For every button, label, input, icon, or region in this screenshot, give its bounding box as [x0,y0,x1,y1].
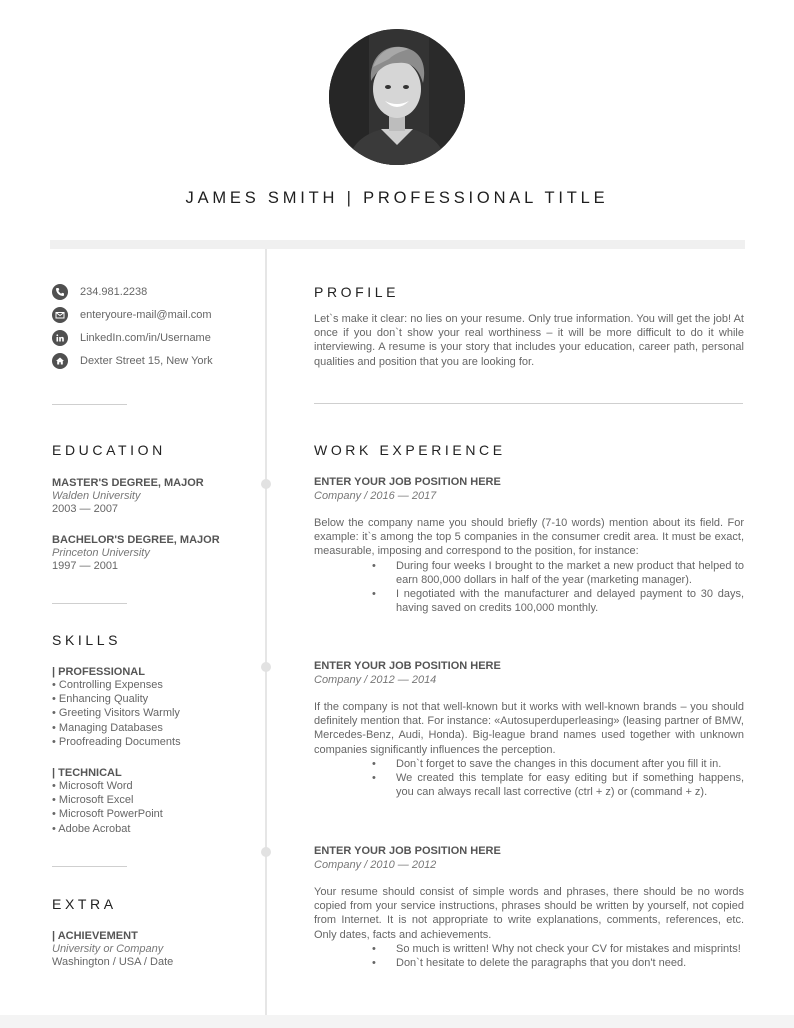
skill-item: • Managing Databases [52,721,163,734]
section-divider [52,603,127,604]
profile-photo [329,29,465,165]
skills-group-heading: | TECHNICAL [52,767,122,779]
profile-text: Let`s make it clear: no lies on your resume. Only true information. You will get the job! At once if you don`t show your real worthiness – it will be more difficult to do it while interviewing. A resume is your story that includes your education, career path, personal qualities and position that you are looking for. [314,313,744,368]
degree: BACHELOR'S DEGREE, MAJOR [52,534,220,546]
job-entry [314,476,744,615]
section-divider [52,866,127,867]
years: 2003 — 2007 [52,503,119,515]
achievement-org: University or Company [52,943,164,955]
timeline-line [265,249,267,1015]
section-divider [52,404,127,405]
skill-item: • Proofreading Documents [52,735,181,748]
bullet-item: • During four weeks I brought to the market a new product that helped to earn 800,000 dollars in half of the year (marketing manager). [372,559,744,586]
skills-group [52,666,257,749]
job-bullets [314,559,744,616]
skills-group [52,767,257,836]
skill-item: • Microsoft PowerPoint [52,808,163,821]
skill-item: • Adobe Acrobat [52,822,131,835]
bullet-item: • Don`t hesitate to delete the paragraphs that you don't need. [372,957,687,970]
job-company: Company / 2016 — 2017 [314,490,437,502]
portrait-image [329,29,465,165]
skill-item: • Greeting Visitors Warmly [52,707,180,720]
profile-heading: PROFILE [314,284,400,300]
skills-group-heading: | PROFESSIONAL [52,666,145,678]
job-entry [314,660,744,799]
linkedin-icon [52,330,68,346]
skills-heading: SKILLS [52,632,122,648]
header-divider [50,240,745,249]
job-description: Your resume should consist of simple words and phrases, there should be no words copied from your service instructions, phrases should be written by yourself, not copied from Internet. It is not appropriate to write explanations, comments, references, etc. Only dates, facts and achievements. [314,886,744,941]
timeline-dot [261,847,271,857]
job-position: ENTER YOUR JOB POSITION HERE [314,476,501,488]
phone-icon [52,284,68,300]
job-position: ENTER YOUR JOB POSITION HERE [314,660,501,672]
skill-item: • Microsoft Excel [52,794,134,807]
timeline-dot [261,479,271,489]
job-bullets [314,942,744,970]
bullet-item: • We created this template for easy editing but if something happens, you can always recall last corrective (ctrl + z) or (command + z). [372,772,744,799]
contact-email [52,306,212,324]
timeline-dot [261,662,271,672]
contact-text: LinkedIn.com/in/Username [80,332,211,344]
job-entry [314,845,744,970]
contact-text: Dexter Street 15, New York [80,355,213,367]
job-position: ENTER YOUR JOB POSITION HERE [314,845,501,857]
extra-entry [52,930,257,968]
education-heading: EDUCATION [52,442,166,458]
job-company: Company / 2010 — 2012 [314,859,437,871]
name-title: JAMES SMITH | PROFESSIONAL TITLE [185,189,609,207]
years: 1997 — 2001 [52,560,119,572]
education-entry [52,534,257,572]
section-divider [314,403,743,404]
contact-text: enteryoure-mail@mail.com [80,309,212,321]
skill-item: • Controlling Expenses [52,679,163,691]
email-icon [52,307,68,323]
bullet-item: • So much is written! Why not check your CV for mistakes and misprints! [372,942,741,955]
contact-address [52,352,213,370]
school: Princeton University [52,547,150,559]
footer-bar [0,1015,794,1028]
skill-item: • Microsoft Word [52,780,133,792]
degree: MASTER'S DEGREE, MAJOR [52,477,204,489]
school: Walden University [52,490,141,502]
job-description: If the company is not that well-known but it works with well-known brands – you should definitely mention that. For instance: «Autosuperduperleasing» (leasing partner of BMW, Mercedes-Benz, Audi, Honda). Big-league brand names used together with unknown companies significantly influences the perception. [314,701,744,756]
contact-text: 234.981.2238 [80,286,148,298]
achievement-location: Washington / USA / Date [52,956,174,968]
home-icon [52,353,68,369]
job-description: Below the company name you should briefly (7-10 words) mention about its field. For example: it`s among the top 5 companies in the consumer credit area. It must be exact, measurable, imposing and correspond to the position, for instance: [314,517,744,558]
education-entry [52,477,257,515]
achievement-heading: | ACHIEVEMENT [52,930,138,942]
skill-item: • Enhancing Quality [52,693,149,706]
bullet-item: • I negotiated with the manufacturer and delayed payment to 30 days, having saved on credits 100,000 monthly. [372,588,744,615]
contact-phone [52,283,147,301]
job-company: Company / 2012 — 2014 [314,674,437,686]
extra-heading: EXTRA [52,896,117,912]
work-experience-heading: WORK EXPERIENCE [314,442,506,458]
contact-linkedin [52,329,211,347]
job-bullets [314,757,744,800]
bullet-item: • Don`t forget to save the changes in this document after you fill it in. [372,757,722,770]
